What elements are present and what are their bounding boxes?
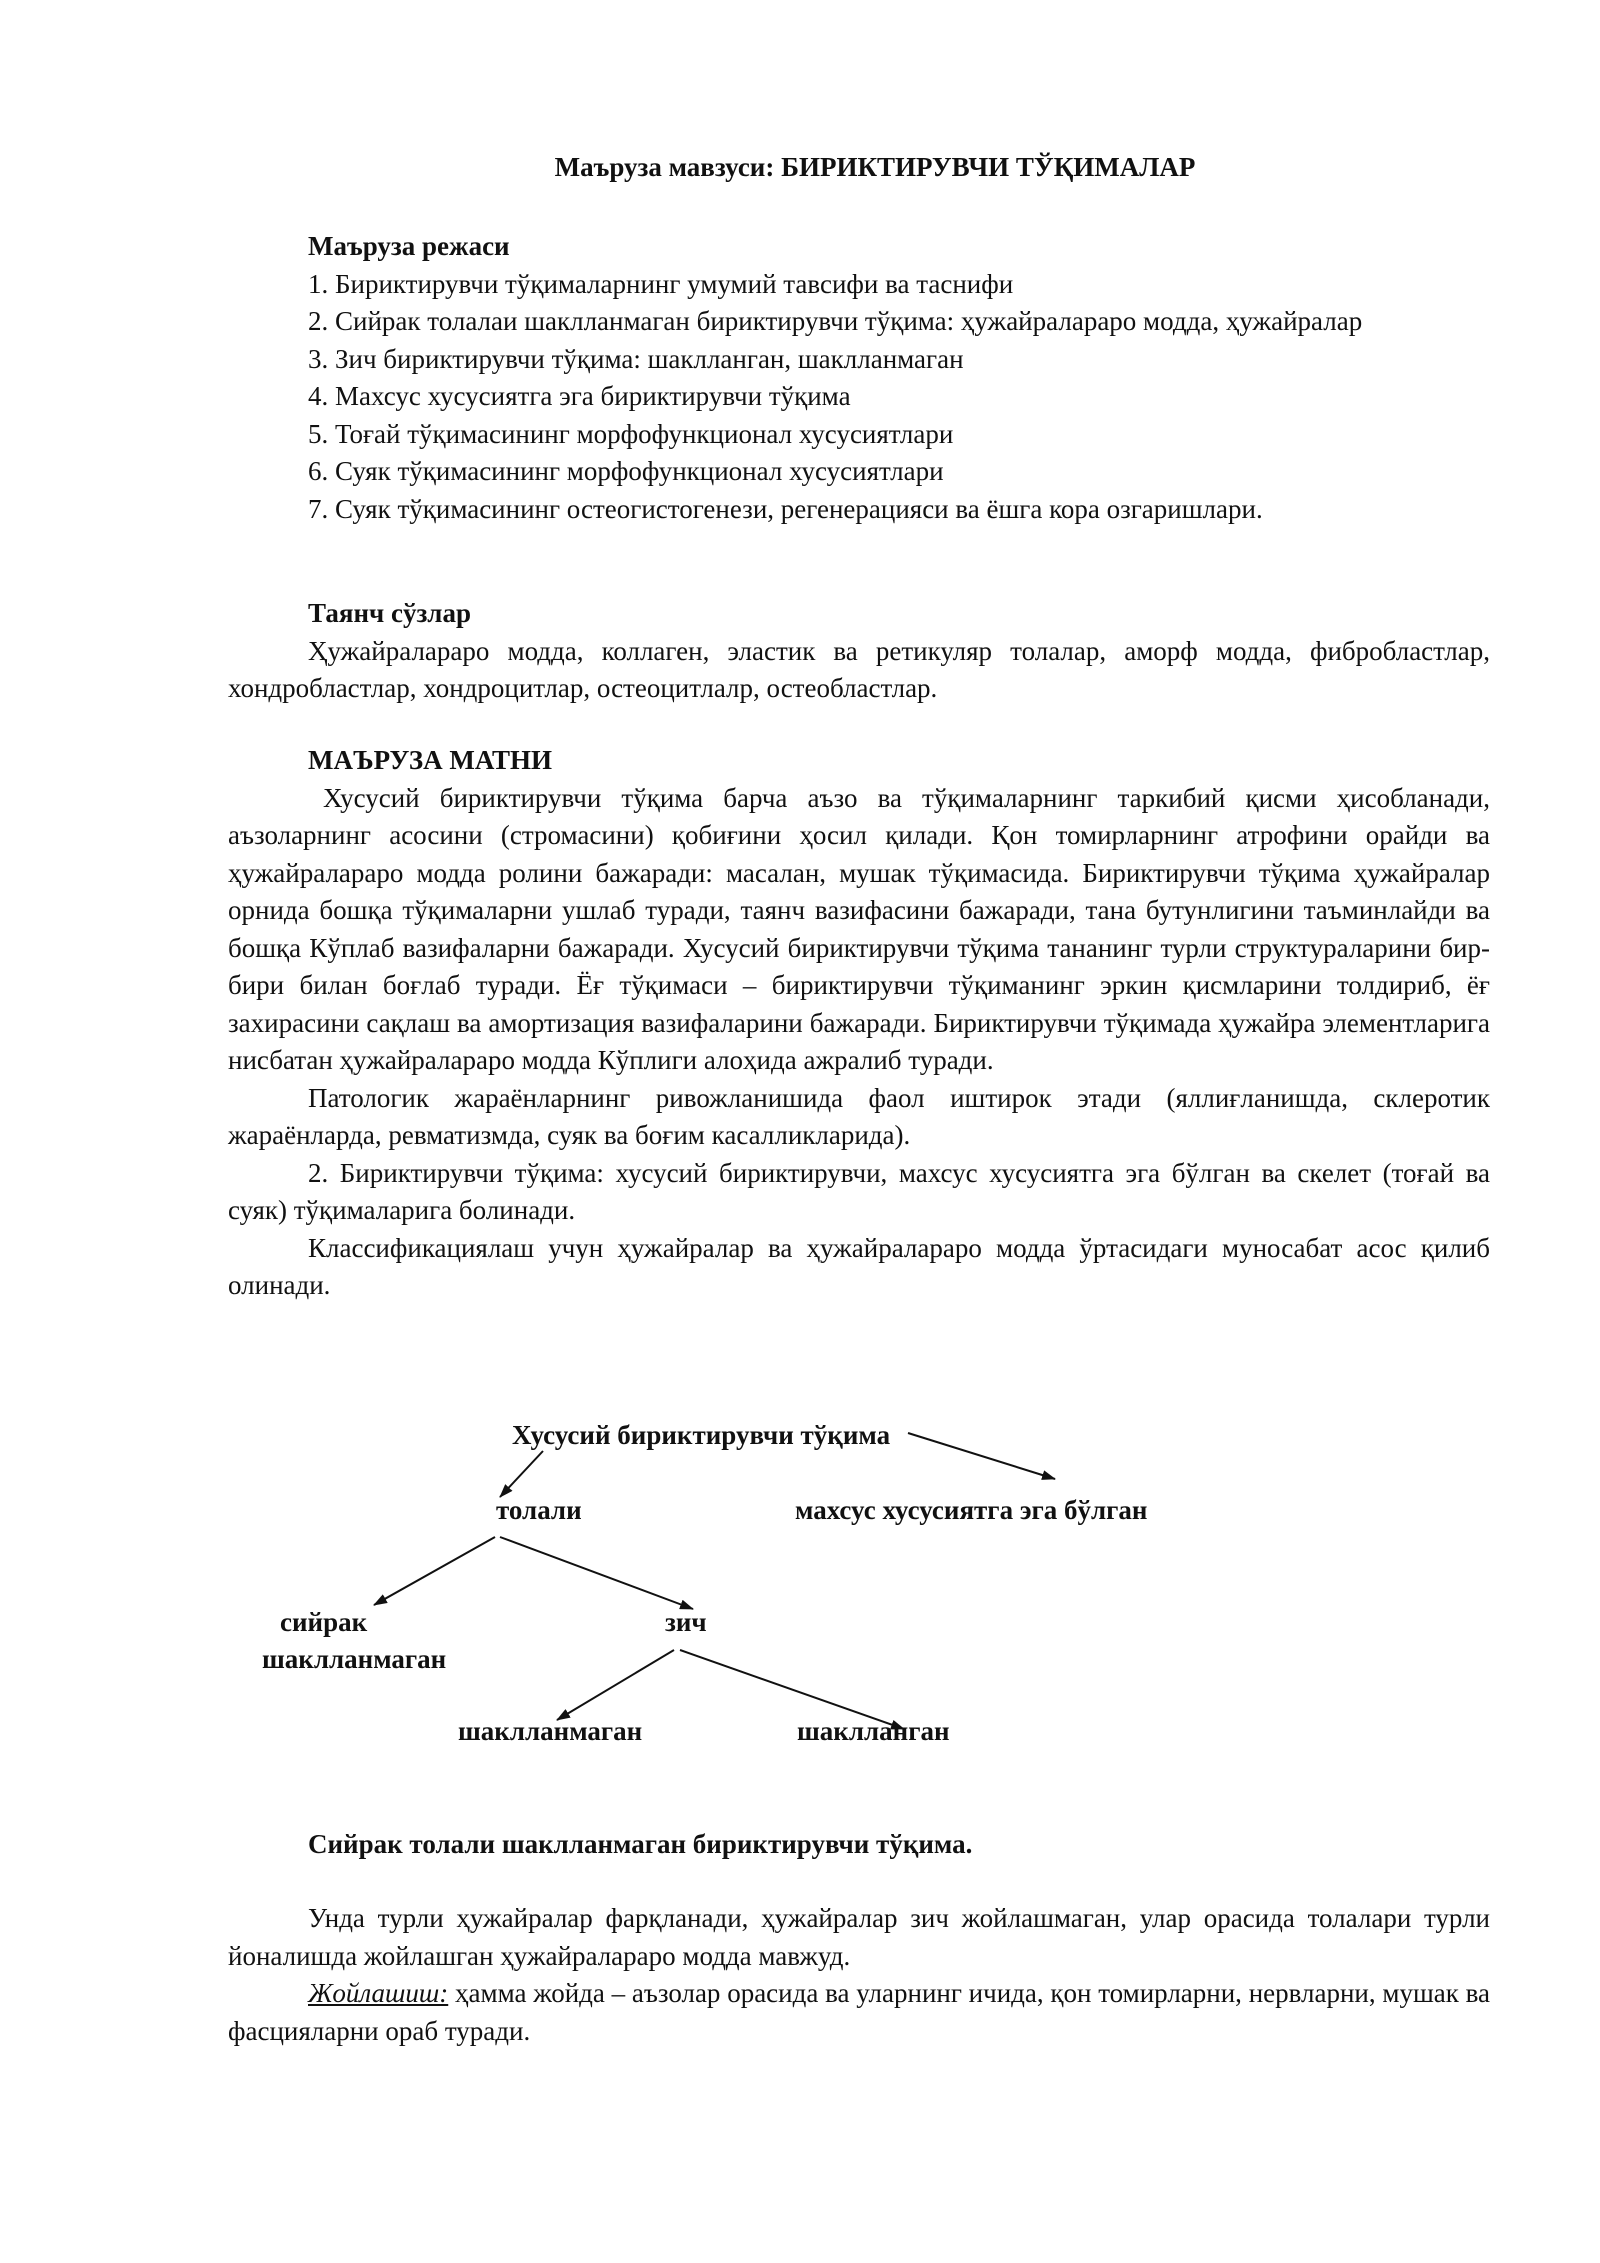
plan-item: 6. Суяк тўқимасининг морфофункционал хусусиятлари — [308, 456, 944, 486]
location-text: ҳамма жойда – аъзолар орасида ва уларнинг ичида, қон томирларни, нервларни, мушак ва фасцияларни ораб туради. — [228, 1978, 1490, 2046]
diagram-formed-label: шаклланган — [797, 1716, 950, 1746]
diagram-root-label: Хусусий бириктирувчи тўқима — [512, 1420, 891, 1450]
lecture-heading: МАЪРУЗА МАТНИ — [308, 745, 553, 775]
diagram-arrow — [680, 1650, 904, 1729]
keywords-heading: Таянч сўзлар — [308, 598, 471, 628]
diagram-dense-label: зич — [665, 1607, 707, 1637]
lecture-paragraph: Хусусий бириктирувчи тўқима барча аъзо ва тўқималарнинг таркибий қисми ҳисобланади, аъзоларнинг асосини (стромасини) қобиғини ҳосил қилади. Қон томирларнинг атрофини орайди ва ҳужайралараро модда ролини бажаради: масалан, мушак тўқимасида. Бириктирувчи тўқима ҳужайралар орнида бошқа тўқималарни ушлаб туради, таянч вазифасини бажаради, тана бутунлигини таъминлайди ва бошқа Кўплаб вазифаларни бажаради. Хусусий бириктирувчи тўқима тананинг турли структураларини бир-бири билан боғлаб туради. Ёғ тўқимаси – бириктирувчи тўқиманинг эркин қисмларини толдириб, ёғ захирасини сақлаш ва амортизация вазифаларини бажаради. Бириктирувчи тўқимада ҳужайра элементларига нисбатан ҳужайралараро модда Кўплиги алоҳида ажралиб туради. — [228, 782, 1490, 1075]
lecture-paragraph: Классификациялаш учун ҳужайралар ва ҳужайралараро модда ўртасидаги муносабат асос қилиб олинади. — [228, 1232, 1490, 1300]
location-paragraph — [228, 1975, 1490, 2050]
diagram-loose-label-2: шаклланмаган — [262, 1644, 447, 1674]
lecture-paragraph: 2. Бириктирувчи тўқима: хусусий бириктирувчи, махсус хусусиятга эга бўлган ва скелет (тоғай ва суяк) тўқималарига болинади. — [228, 1157, 1490, 1225]
plan-item: 2. Сийрак толалаи шаклланмаган бириктирувчи тўқима: ҳужайралараро модда, ҳужайралар — [308, 306, 1363, 336]
lecture-paragraph: Патологик жараёнларнинг ривожланишида фаол иштирок этади (яллиғланишда, склеротик жараёнларда, ревматизмда, суяк ва боғим касалликларида). — [228, 1082, 1490, 1150]
plan-heading: Маъруза режаси — [308, 231, 510, 261]
diagram-arrow — [374, 1537, 495, 1605]
diagram-special-label: махсус хусусиятга эга бўлган — [795, 1495, 1148, 1525]
diagram-arrow — [908, 1433, 1055, 1479]
plan-item: 5. Тоғай тўқимасининг морфофункционал хусусиятлари — [308, 418, 954, 449]
section-paragraph: Унда турли ҳужайралар фарқланади, ҳужайралар зич жойлашмаган, улар орасида толалари турли йоналишда жойлашган ҳужайралараро модда мавжуд. — [228, 1903, 1490, 1971]
section-heading: Сийрак толали шаклланмаган бириктирувчи тўқима. — [308, 1829, 973, 1859]
plan-item: 3. Зич бириктирувчи тўқима: шаклланган, шаклланмаган — [308, 343, 964, 374]
loose-tissue-section — [228, 1826, 1490, 1864]
keywords-text: Ҳужайралараро модда, коллаген, эластик ва ретикуляр толалар, аморф модда, фибробластлар, хондробластлар, хондроцитлар, остеоцитлалр, остеобластлар. — [228, 635, 1490, 703]
location-label: Жойлашиш: — [308, 1978, 449, 2008]
lecture-title: Маърузa мавзуси: БИРИКТИРУВЧИ ТЎҚИМАЛАР — [554, 152, 1196, 182]
diagram-arrow — [500, 1451, 543, 1497]
diagram-fibrous-label: толали — [496, 1495, 582, 1525]
plan-item: 4. Махсус хусусиятга эга бириктирувчи тўқима — [308, 381, 851, 411]
diagram-arrow — [500, 1537, 693, 1609]
plan-item: 1. Бириктирувчи тўқималарнинг умумий тавсифи ва таснифи — [308, 268, 1014, 299]
diagram-arrow — [557, 1650, 674, 1720]
loose-tissue-body — [228, 1900, 1490, 2050]
diagram-loose-label: сийрак — [280, 1607, 368, 1637]
diagram-unformed-label: шаклланмаган — [458, 1716, 643, 1746]
plan-item: 7. Суяк тўқимасининг остеогистогенези, регенерацияси ва ёшга кора озгаришлари. — [308, 493, 1263, 524]
